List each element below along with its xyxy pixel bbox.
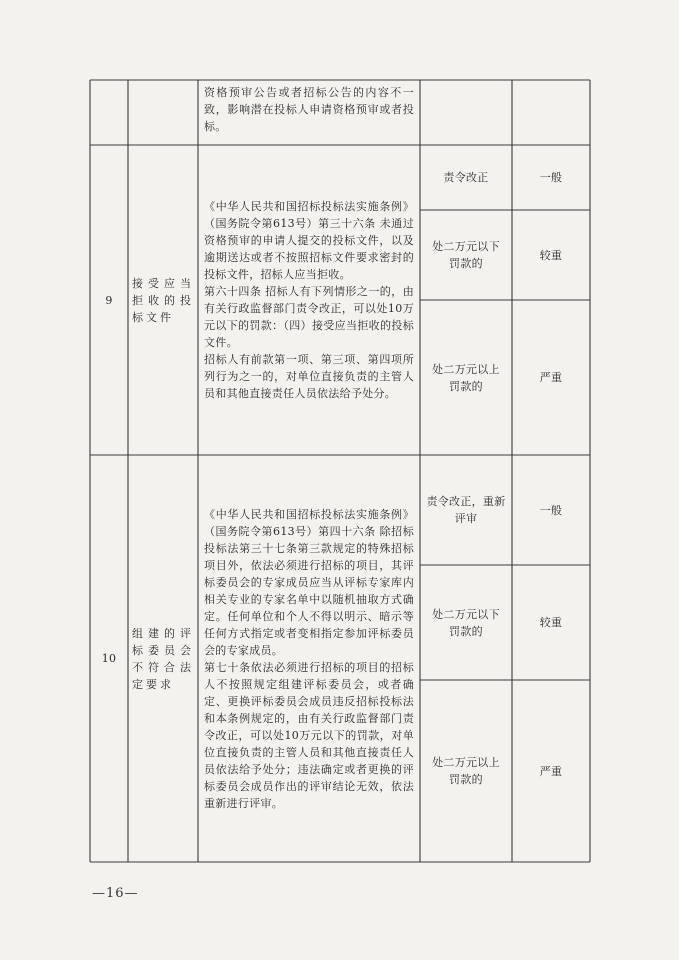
row-10-item — [132, 455, 194, 862]
row-10-basis-para-2: 第七十条依法必须进行招标的项目的招标人不按照规定组建评标委员会，或者确定、更换评标委员会成员违反招标投标法和本条例规定的，由有关行政监督部门责令改正，可以处10万元以下的罚款，对单位直接负责的主管人员和其他直接责任人员依法给予处分；违法确定或者更换的评标委员会成员作出的评审结论无效，依法重新进行评审。 — [204, 660, 414, 810]
row-10-level-2: 较重 — [539, 616, 563, 629]
row-9-measure-1: 责令改正 — [443, 171, 489, 184]
row-9-level-3: 严重 — [539, 371, 563, 384]
row-10-level-3: 严重 — [539, 764, 563, 778]
row-10-measure-2: 处二万元以下罚款的 — [432, 607, 500, 638]
row-10-measure-1: 责令改正，重新评审 — [426, 495, 506, 525]
row-9-number: 9 — [105, 293, 113, 307]
page-number: —16— — [92, 886, 139, 901]
row-10-item-label: 组建的评标委员会不符合法定要求 — [132, 626, 194, 691]
row-10-basis — [204, 455, 414, 862]
row-9-level-2: 较重 — [539, 248, 563, 262]
row-10-basis-para-1: 《中华人民共和国招标投标法实施条例》（国务院令第613号）第四十六条 除招标投标法第三十七条第三款规定的特殊招标项目外，依法必须进行招标的项目，其评标委员会的专家成员应当从评标专家库内相关专业的专家名单中以随机抽取方式确定。任何单位和个人不得以明示、暗示等任何方式指定或者变相指定参加评标委员会的专家成员。 — [204, 507, 414, 657]
row-9-basis — [204, 145, 414, 455]
row-9-item-label: 接受应当拒收的投标文件 — [132, 276, 194, 324]
row-9-basis-para-2: 第六十四条 招标人有下列情形之一的，由有关行政监督部门责令改正，可以处10万元以下的罚款：（四）接受应当拒收的投标文件。 — [204, 285, 414, 349]
row-9-basis-para-1: 《中华人民共和国招标投标法实施条例》（国务院令第613号）第三十六条 未通过资格预审的申请人提交的投标文件，以及逾期送达或者不按照招标文件要求密封的投标文件，招标人应当拒收。 — [204, 200, 414, 281]
row-10-number: 10 — [101, 652, 117, 665]
row-10-measure-3: 处二万元以上罚款的 — [432, 756, 500, 786]
row-9-measure-3: 处二万元以上罚款的 — [432, 362, 500, 393]
row-10-level-1: 一般 — [539, 503, 563, 517]
row-9-measure-2: 处二万元以下罚款的 — [432, 240, 500, 270]
row-9-item — [132, 145, 194, 455]
row-9-basis-para-3: 招标人有前款第一项、第三项、第四项所列行为之一的，对单位直接负责的主管人员和其他直接责任人员依法给予处分。 — [204, 353, 414, 400]
continuation-text: 资格预审公告或者招标公告的内容不一致，影响潜在投标人申请资格预审或者投标。 — [204, 86, 414, 133]
row-9-level-1: 一般 — [539, 171, 563, 184]
